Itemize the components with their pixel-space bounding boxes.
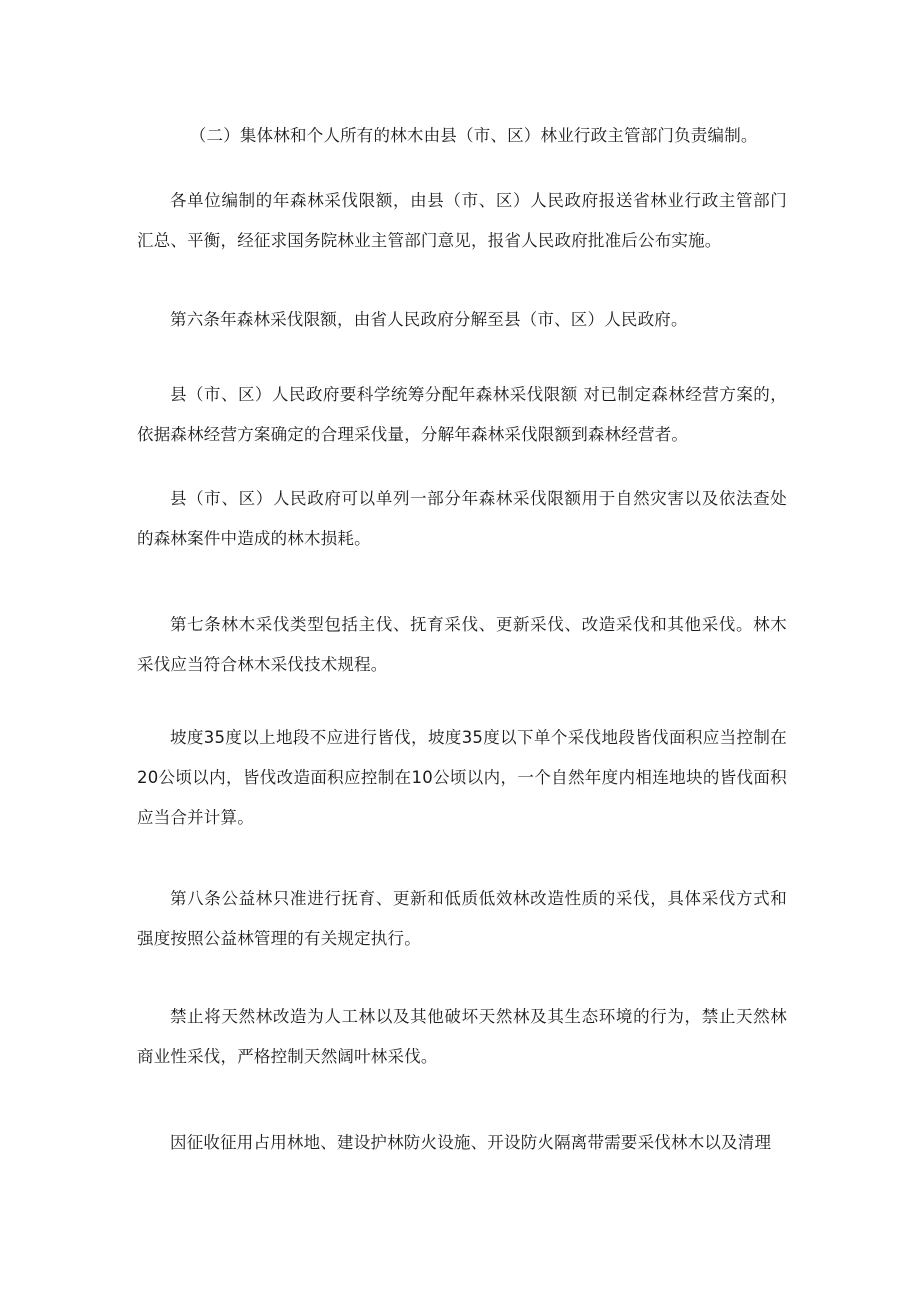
paragraph-10: 因征收征用占用林地、建设护林防火设施、开设防火隔离带需要采伐林木以及清理: [170, 1133, 772, 1152]
paragraph-7: 坡度35度以上地段不应进行皆伐，坡度35度以下单个采伐地段皆伐面积应当控制在20公顷以内，皆伐改造面积应控制在10公顷以内，一个自然年度内相连地块的皆伐面积应当合并计算。: [137, 728, 787, 827]
paragraph-1: （二）集体林和个人所有的林木由县（市、区）林业行政主管部门负责编制。: [189, 126, 758, 145]
paragraph-5: 县（市、区）人民政府可以单列一部分年森林采伐限额用于自然灾害以及依法查处的森林案件中造成的林木损耗。: [137, 489, 787, 548]
paragraph-9: 禁止将天然林改造为人工林以及其他破坏天然林及其生态环境的行为，禁止天然林商业性采伐，严格控制天然阔叶林采伐。: [137, 1007, 787, 1066]
paragraph-2: 各单位编制的年森林采伐限额，由县（市、区）人民政府报送省林业行政主管部门汇总、平衡，经征求国务院林业主管部门意见，报省人民政府批准后公布实施。: [137, 191, 787, 250]
paragraph-8: 第八条公益林只准进行抚育、更新和低质低效林改造性质的采伐，具体采伐方式和强度按照公益林管理的有关规定执行。: [137, 889, 787, 948]
paragraph-6: 第七条林木采伐类型包括主伐、抚育采伐、更新采伐、改造采伐和其他采伐。林木采伐应当符合林木采伐技术规程。: [137, 615, 787, 674]
paragraph-4: 县（市、区）人民政府要科学统筹分配年森林采伐限额 对已制定森林经营方案的，依据森林经营方案确定的合理采伐量，分解年森林采伐限额到森林经营者。: [137, 385, 787, 444]
paragraph-3: 第六条年森林采伐限额，由省人民政府分解至县（市、区）人民政府。: [170, 310, 688, 329]
